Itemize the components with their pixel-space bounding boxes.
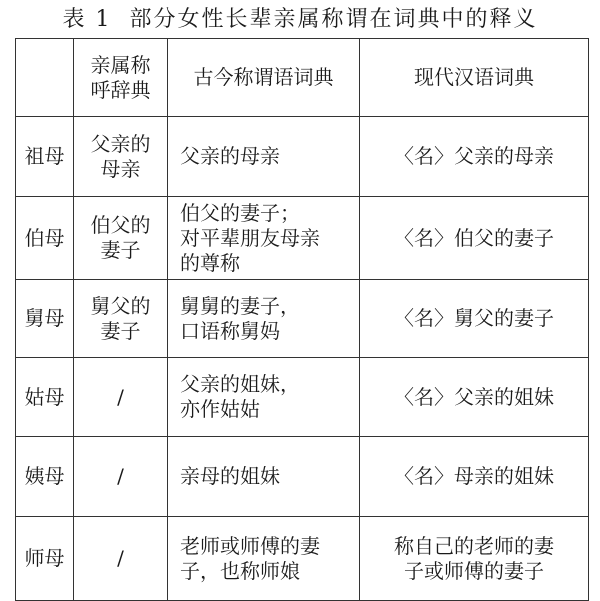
term-cell: 祖母 — [16, 117, 74, 197]
ancient-modern-dictionary-cell: 舅舅的妻子， 口语称舅妈 — [168, 280, 360, 358]
modern-chinese-dictionary-cell: 称自己的老师的妻 子或师傅的妻子 — [360, 517, 589, 601]
table-row — [16, 517, 589, 601]
term-cell: 姨母 — [16, 437, 74, 517]
table-row — [16, 437, 589, 517]
header-cell-kinship-dictionary: 亲属称 呼辞典 — [74, 39, 168, 117]
term-cell: 伯母 — [16, 197, 74, 280]
kinship-dictionary-cell: / — [74, 517, 168, 601]
ancient-modern-dictionary-cell: 父亲的母亲 — [168, 117, 360, 197]
header-cell-modern-chinese-dictionary: 现代汉语词典 — [360, 39, 589, 117]
ancient-modern-dictionary-cell: 伯父的妻子； 对平辈朋友母亲 的尊称 — [168, 197, 360, 280]
kinship-dictionary-cell: 父亲的 母亲 — [74, 117, 168, 197]
modern-chinese-dictionary-cell: 〈名〉母亲的姐妹 — [360, 437, 589, 517]
kinship-dictionary-cell: / — [74, 437, 168, 517]
kinship-dictionary-cell: 伯父的 妻子 — [74, 197, 168, 280]
table-title: 部分女性长辈亲属称谓在词典中的释义 — [129, 7, 538, 32]
modern-chinese-dictionary-cell: 〈名〉父亲的母亲 — [360, 117, 589, 197]
header-cell-ancient-modern-dictionary: 古今称谓语词典 — [168, 39, 360, 117]
table-row — [16, 358, 589, 437]
table-caption — [0, 4, 600, 36]
definitions-table — [15, 38, 589, 601]
table-row — [16, 117, 589, 197]
ancient-modern-dictionary-cell: 老师或师傅的妻 子，也称师娘 — [168, 517, 360, 601]
table-row — [16, 280, 589, 358]
term-cell: 舅母 — [16, 280, 74, 358]
modern-chinese-dictionary-cell: 〈名〉舅父的妻子 — [360, 280, 589, 358]
ancient-modern-dictionary-cell: 亲母的姐妹 — [168, 437, 360, 517]
kinship-dictionary-cell: / — [74, 358, 168, 437]
header-row — [16, 39, 589, 117]
modern-chinese-dictionary-cell: 〈名〉伯父的妻子 — [360, 197, 589, 280]
table-row — [16, 197, 589, 280]
header-cell-term — [16, 39, 74, 117]
table-number: 表 1 — [62, 7, 112, 32]
term-cell: 姑母 — [16, 358, 74, 437]
ancient-modern-dictionary-cell: 父亲的姐妹， 亦作姑姑 — [168, 358, 360, 437]
term-cell: 师母 — [16, 517, 74, 601]
kinship-dictionary-cell: 舅父的 妻子 — [74, 280, 168, 358]
modern-chinese-dictionary-cell: 〈名〉父亲的姐妹 — [360, 358, 589, 437]
